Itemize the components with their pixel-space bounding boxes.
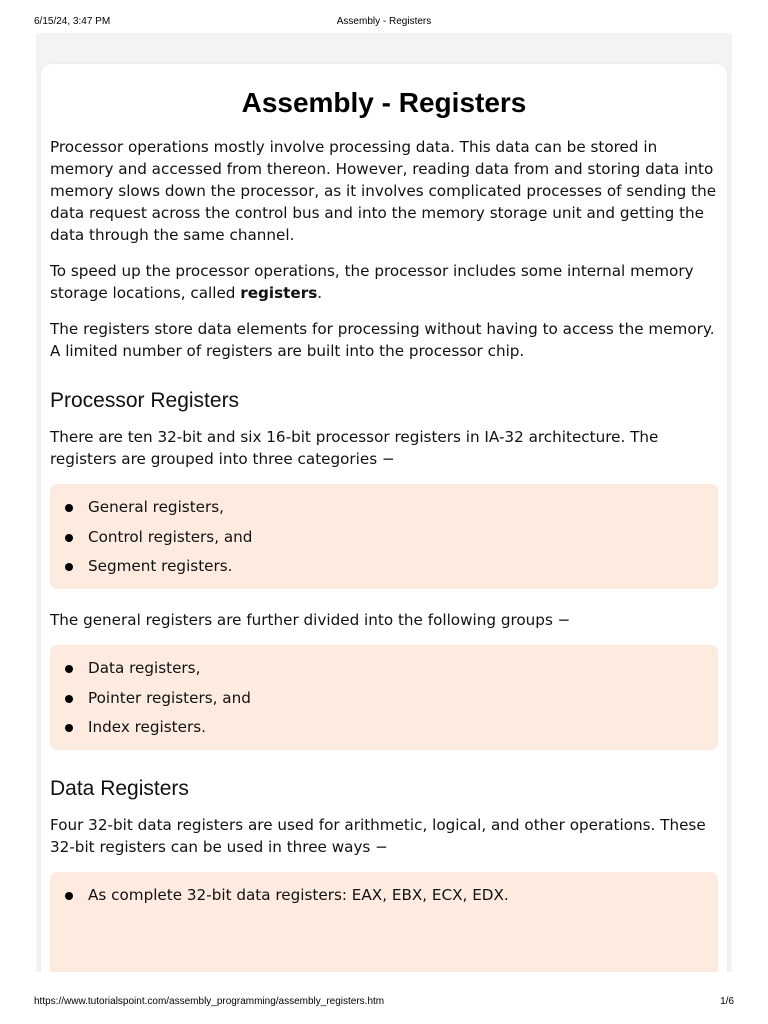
speed-paragraph-text: To speed up the processor operations, the processor includes some internal memory storage locations, called [50,262,694,302]
page-viewport [36,33,732,972]
register-categories-list [50,484,718,589]
bullet-icon [65,665,73,673]
list-item-text: Control registers, and [88,527,253,546]
registers-paragraph: The registers store data elements for processing without having to access the memory. A limited number of registers are built into the processor chip. [50,320,715,360]
bullet-icon [65,695,73,703]
list-item-text: Segment registers. [88,557,233,575]
list-item [50,496,718,518]
data-register-usage-list [50,872,718,972]
list-item-text: Pointer registers, and [88,688,251,707]
section-heading-processor-registers: Processor Registers [50,389,240,412]
article-card [41,64,727,972]
processor-registers-paragraph: There are ten 32-bit and six 16-bit processor registers in IA-32 architecture. The registers are grouped into three categories − [50,428,659,468]
print-date: 6/15/24, 3:47 PM [34,16,111,27]
bullet-icon [65,892,73,900]
list-item [50,687,718,709]
list-item [50,657,718,679]
print-footer [34,996,734,1010]
bullet-icon [65,563,73,571]
list-item-text: As complete 32-bit data registers: EAX, EBX, ECX, EDX. [88,886,509,904]
intro-paragraph: Processor operations mostly involve processing data. This data can be stored in memory and accessed from thereon. However, reading data from and storing data into memory slows down the processor, as it involves complicated processes of sending the data request across the control bus and into the memory storage unit and getting the data through the same channel. [50,138,717,244]
general-registers-paragraph: The general registers are further divided into the following groups − [50,611,571,629]
list-item-text: Data registers, [88,659,201,677]
print-header [34,16,734,30]
print-page-title: Assembly - Registers [336,16,432,27]
section-heading-data-registers: Data Registers [50,777,189,800]
list-item [50,526,718,548]
list-item-text: Index registers. [88,718,206,736]
page-title: Assembly - Registers [241,87,527,118]
list-item [50,716,718,738]
bullet-icon [65,724,73,732]
print-page-number: 1/6 [720,996,734,1007]
list-item [50,884,718,906]
data-registers-paragraph: Four 32-bit data registers are used for arithmetic, logical, and other operations. These 32-bit registers can be used in three ways − [50,816,706,856]
bullet-icon [65,534,73,542]
bullet-icon [65,504,73,512]
list-item-text: General registers, [88,498,224,516]
print-url: https://www.tutorialspoint.com/assembly_programming/assembly_registers.htm [34,996,385,1007]
general-register-groups-list [50,645,718,750]
registers-term: registers [240,284,318,302]
speed-paragraph-end: . [317,284,323,302]
list-item [50,555,718,577]
speed-paragraph [50,260,718,304]
